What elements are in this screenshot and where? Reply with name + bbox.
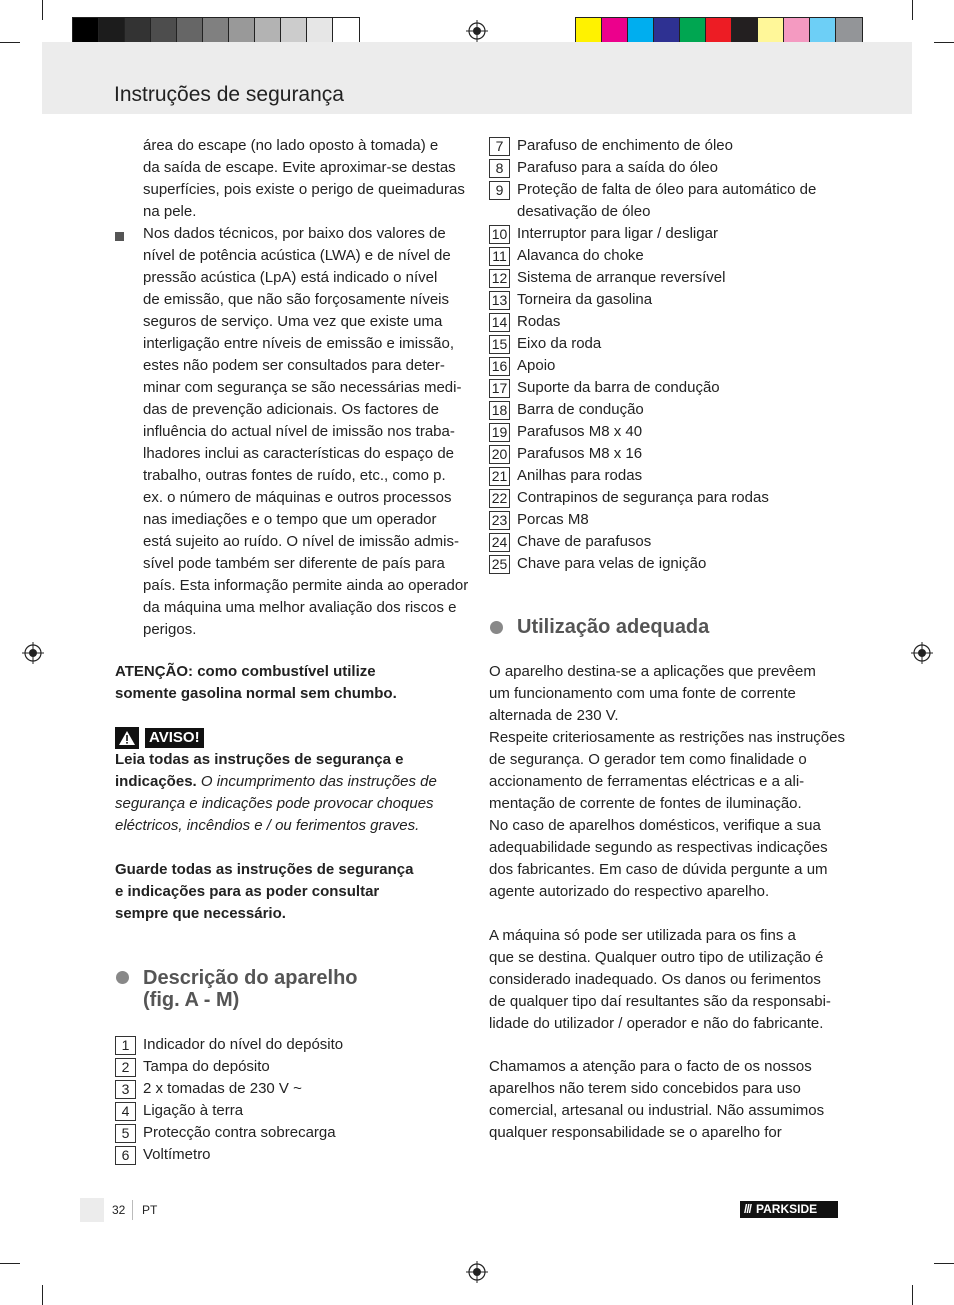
text-line: comercial, artesanal ou industrial. Não assumimos — [489, 1102, 825, 1119]
text-line: dos fabricantes. Em caso de dúvida pergunte a um — [489, 861, 828, 878]
part-number-box: 8 — [489, 159, 510, 178]
list-item — [489, 201, 849, 223]
warning-bold-text: Leia todas as instruções de segurança e — [115, 751, 404, 768]
text-line: mentação de corrente de fontes de iluminação. — [489, 795, 802, 812]
warning-italic-text: eléctricos, incêndios e / ou ferimentos graves. — [115, 817, 420, 834]
part-number-box: 3 — [115, 1080, 136, 1099]
list-item — [489, 355, 849, 377]
text-line: interligação entre níveis de emissão e imissão, — [143, 335, 454, 352]
keep-instructions-note — [115, 859, 475, 925]
part-label: Parafusos M8 x 16 — [517, 445, 643, 462]
text-line: e indicações para as poder consultar — [115, 883, 380, 900]
page-number: 32 — [112, 1203, 126, 1217]
crop-mark — [0, 1263, 20, 1264]
list-item — [489, 531, 849, 553]
part-number-box: 23 — [489, 511, 510, 530]
part-label: Parafuso de enchimento de óleo — [517, 137, 733, 154]
intended-use-paragraph-3 — [489, 1056, 849, 1144]
crop-mark — [934, 1263, 954, 1264]
registration-mark-icon — [911, 642, 933, 664]
text-line: adequabilidade segundo as respectivas indicações — [489, 839, 828, 856]
list-item — [489, 399, 849, 421]
part-label: Barra de condução — [517, 401, 644, 418]
section-heading-description — [143, 967, 358, 1011]
warning-italic-text: segurança e indicações pode provocar choques — [115, 795, 434, 812]
text-line: estes não podem ser consultados para deter- — [143, 357, 445, 374]
text-line: perigos. — [143, 621, 197, 638]
parts-list-left — [115, 1034, 475, 1166]
text-line: considerado inadequado. Os danos ou ferimentos — [489, 971, 821, 988]
part-number-box: 13 — [489, 291, 510, 310]
page-title: Instruções de segurança — [114, 83, 344, 106]
text-line: O aparelho destina-se a aplicações que prevêem — [489, 663, 816, 680]
parts-list-right — [489, 135, 849, 575]
part-label: Indicador do nível do depósito — [143, 1036, 344, 1053]
section-bullet-icon — [116, 971, 129, 984]
list-item — [489, 487, 849, 509]
section-heading-line: (fig. A - M) — [143, 989, 240, 1011]
text-line: de segurança. O gerador tem como finalidade o — [489, 751, 807, 768]
page-header — [42, 42, 912, 114]
text-line: A máquina só pode ser utilizada para os fins a — [489, 927, 796, 944]
crop-mark — [42, 1285, 43, 1305]
warning-italic-text: O incumprimento das instruções de — [196, 773, 437, 790]
text-line: somente gasolina normal sem chumbo. — [115, 685, 397, 702]
text-line: nível de potência acústica (LWA) e de nível de — [143, 247, 451, 264]
part-number-box: 22 — [489, 489, 510, 508]
registration-mark-icon — [22, 642, 44, 664]
list-item — [489, 443, 849, 465]
part-label: Proteção de falta de óleo para automático de — [517, 181, 817, 198]
part-label: Apoio — [517, 357, 556, 374]
part-number-box: 11 — [489, 247, 510, 266]
part-number-box: 15 — [489, 335, 510, 354]
part-label: Parafusos M8 x 40 — [517, 423, 643, 440]
warning-label: AVISO! — [145, 728, 204, 748]
text-line: lhadores inclui as características do espaço de — [143, 445, 455, 462]
part-number-box: 21 — [489, 467, 510, 486]
text-line: que se destina. Qualquer outro tipo de utilização é — [489, 949, 824, 966]
crop-mark — [934, 42, 954, 43]
text-line: das de prevenção adicionais. Os factores de — [143, 401, 440, 418]
part-number-box: 14 — [489, 313, 510, 332]
list-item — [489, 267, 849, 289]
text-line: país. Esta informação permite ainda ao operador — [143, 577, 469, 594]
text-line: Chamamos a atenção para o facto de os nossos — [489, 1058, 812, 1075]
part-number-box: 10 — [489, 225, 510, 244]
list-item — [489, 157, 849, 179]
part-label: Sistema de arranque reversível — [517, 269, 726, 286]
section-heading-intended-use: Utilização adequada — [517, 616, 710, 638]
part-number-box: 4 — [115, 1102, 136, 1121]
part-label: Interruptor para ligar / desligar — [517, 225, 718, 242]
part-label: Eixo da roda — [517, 335, 602, 352]
part-number-box: 16 — [489, 357, 510, 376]
part-label: Suporte da barra de condução — [517, 379, 720, 396]
intended-use-paragraph-2 — [489, 925, 849, 1035]
part-label: Torneira da gasolina — [517, 291, 653, 308]
part-label: Porcas M8 — [517, 511, 589, 528]
text-line: minar com segurança se são necessárias medi- — [143, 379, 462, 396]
part-label: Parafuso para a saída do óleo — [517, 159, 718, 176]
text-line: sempre que necessário. — [115, 905, 286, 922]
list-item — [115, 1034, 475, 1056]
text-line: aparelhos não terem sido concebidos para uso — [489, 1080, 801, 1097]
part-number-box: 7 — [489, 137, 510, 156]
language-code: PT — [142, 1203, 158, 1217]
part-number-box: 6 — [115, 1146, 136, 1165]
list-item — [115, 1144, 475, 1166]
part-number-box: 19 — [489, 423, 510, 442]
part-number-box: 12 — [489, 269, 510, 288]
text-line: sível pode também ser diferente de país para — [143, 555, 445, 572]
text-line: No caso de aparelhos domésticos, verifique a sua — [489, 817, 821, 834]
part-number-box: 2 — [115, 1058, 136, 1077]
list-item — [489, 553, 849, 575]
text-line: influência do actual nível de imissão nos traba- — [143, 423, 455, 440]
text-line: na pele. — [143, 203, 197, 220]
intended-use-paragraph-1 — [489, 661, 849, 903]
warning-triangle-icon — [115, 727, 139, 749]
footer-tab — [80, 1198, 104, 1222]
brand-logo-slashes: /// — [744, 1202, 752, 1216]
part-number-box: 25 — [489, 555, 510, 574]
list-item — [115, 1100, 475, 1122]
part-label: Alavanca do choke — [517, 247, 644, 264]
list-item — [489, 465, 849, 487]
part-label: Tampa do depósito — [143, 1058, 270, 1075]
text-line: seguros de serviço. Uma vez que existe uma — [143, 313, 443, 330]
text-line: pressão acústica (LpA) está indicado o nível — [143, 269, 438, 286]
part-number-box: 9 — [489, 181, 510, 200]
part-label: Rodas — [517, 313, 561, 330]
warning-badge — [115, 727, 204, 749]
part-label: 2 x tomadas de 230 V ~ — [143, 1080, 302, 1097]
fuel-attention-note — [115, 661, 475, 705]
list-item — [115, 1122, 475, 1144]
part-number-box: 17 — [489, 379, 510, 398]
list-item — [489, 245, 849, 267]
continued-paragraph — [143, 135, 473, 223]
text-line: agente autorizado do respectivo aparelho. — [489, 883, 770, 900]
part-number-box: 18 — [489, 401, 510, 420]
part-label: Voltímetro — [143, 1146, 211, 1163]
list-item — [489, 377, 849, 399]
text-line: Nos dados técnicos, por baixo dos valores de — [143, 225, 446, 242]
list-item — [115, 1078, 475, 1100]
list-item — [489, 421, 849, 443]
text-line: Respeite criteriosamente as restrições nas instruções — [489, 729, 845, 746]
part-label: desativação de óleo — [517, 203, 651, 220]
part-number-box: 24 — [489, 533, 510, 552]
registration-mark-icon — [466, 1261, 488, 1283]
list-item — [489, 333, 849, 355]
part-number-box: 20 — [489, 445, 510, 464]
text-line: nas imediações e o tempo que um operador — [143, 511, 437, 528]
text-line: está sujeito ao ruído. O nível de imissão admis- — [143, 533, 459, 550]
part-label: Anilhas para rodas — [517, 467, 643, 484]
text-line: lidade do utilizador / operador e não do fabricante. — [489, 1015, 824, 1032]
list-item — [489, 135, 849, 157]
part-label: Chave de parafusos — [517, 533, 652, 550]
text-line: qualquer responsabilidade se o aparelho for — [489, 1124, 782, 1141]
section-bullet-icon — [490, 621, 503, 634]
part-number-box: 1 — [115, 1036, 136, 1055]
text-line: Guarde todas as instruções de segurança — [115, 861, 414, 878]
part-label: Ligação à terra — [143, 1102, 244, 1119]
section-heading-line: Descrição do aparelho — [143, 967, 358, 989]
list-item — [489, 179, 849, 201]
part-label: Chave para velas de ignição — [517, 555, 707, 572]
list-item — [115, 1056, 475, 1078]
text-line: de qualquer tipo daí resultantes são da responsabi- — [489, 993, 831, 1010]
text-line: trabalho, outras fontes de ruído, etc., como p. — [143, 467, 446, 484]
text-line: área do escape (no lado oposto à tomada) e — [143, 137, 439, 154]
warning-text — [115, 749, 475, 837]
list-item — [489, 289, 849, 311]
noise-emission-paragraph — [143, 223, 473, 641]
crop-mark — [912, 1285, 913, 1305]
text-line: ATENÇÃO: como combustível utilize — [115, 663, 376, 680]
registration-mark-icon — [466, 20, 488, 42]
footer-divider — [132, 1200, 133, 1220]
text-line: um funcionamento com uma fonte de corrente — [489, 685, 796, 702]
crop-mark — [912, 0, 913, 20]
brand-logo-text: PARKSIDE — [756, 1202, 818, 1216]
text-line: da saída de escape. Evite aproximar-se destas — [143, 159, 456, 176]
part-label: Protecção contra sobrecarga — [143, 1124, 336, 1141]
text-line: accionamento de ferramentas eléctricas e a ali- — [489, 773, 805, 790]
brand-logo — [740, 1201, 838, 1218]
text-line: ex. o número de máquinas e outros processos — [143, 489, 452, 506]
bullet-square-icon — [115, 232, 124, 241]
text-line: da máquina uma melhor avaliação dos riscos e — [143, 599, 457, 616]
warning-bold-text: indicações. — [115, 773, 197, 790]
part-label: Contrapinos de segurança para rodas — [517, 489, 769, 506]
text-line: superfícies, pois existe o perigo de queimaduras — [143, 181, 465, 198]
list-item — [489, 509, 849, 531]
crop-mark — [0, 42, 20, 43]
list-item — [489, 223, 849, 245]
text-line: alternada de 230 V. — [489, 707, 619, 724]
crop-mark — [42, 0, 43, 20]
list-item — [489, 311, 849, 333]
text-line: de emissão, que não são forçosamente níveis — [143, 291, 450, 308]
part-number-box: 5 — [115, 1124, 136, 1143]
